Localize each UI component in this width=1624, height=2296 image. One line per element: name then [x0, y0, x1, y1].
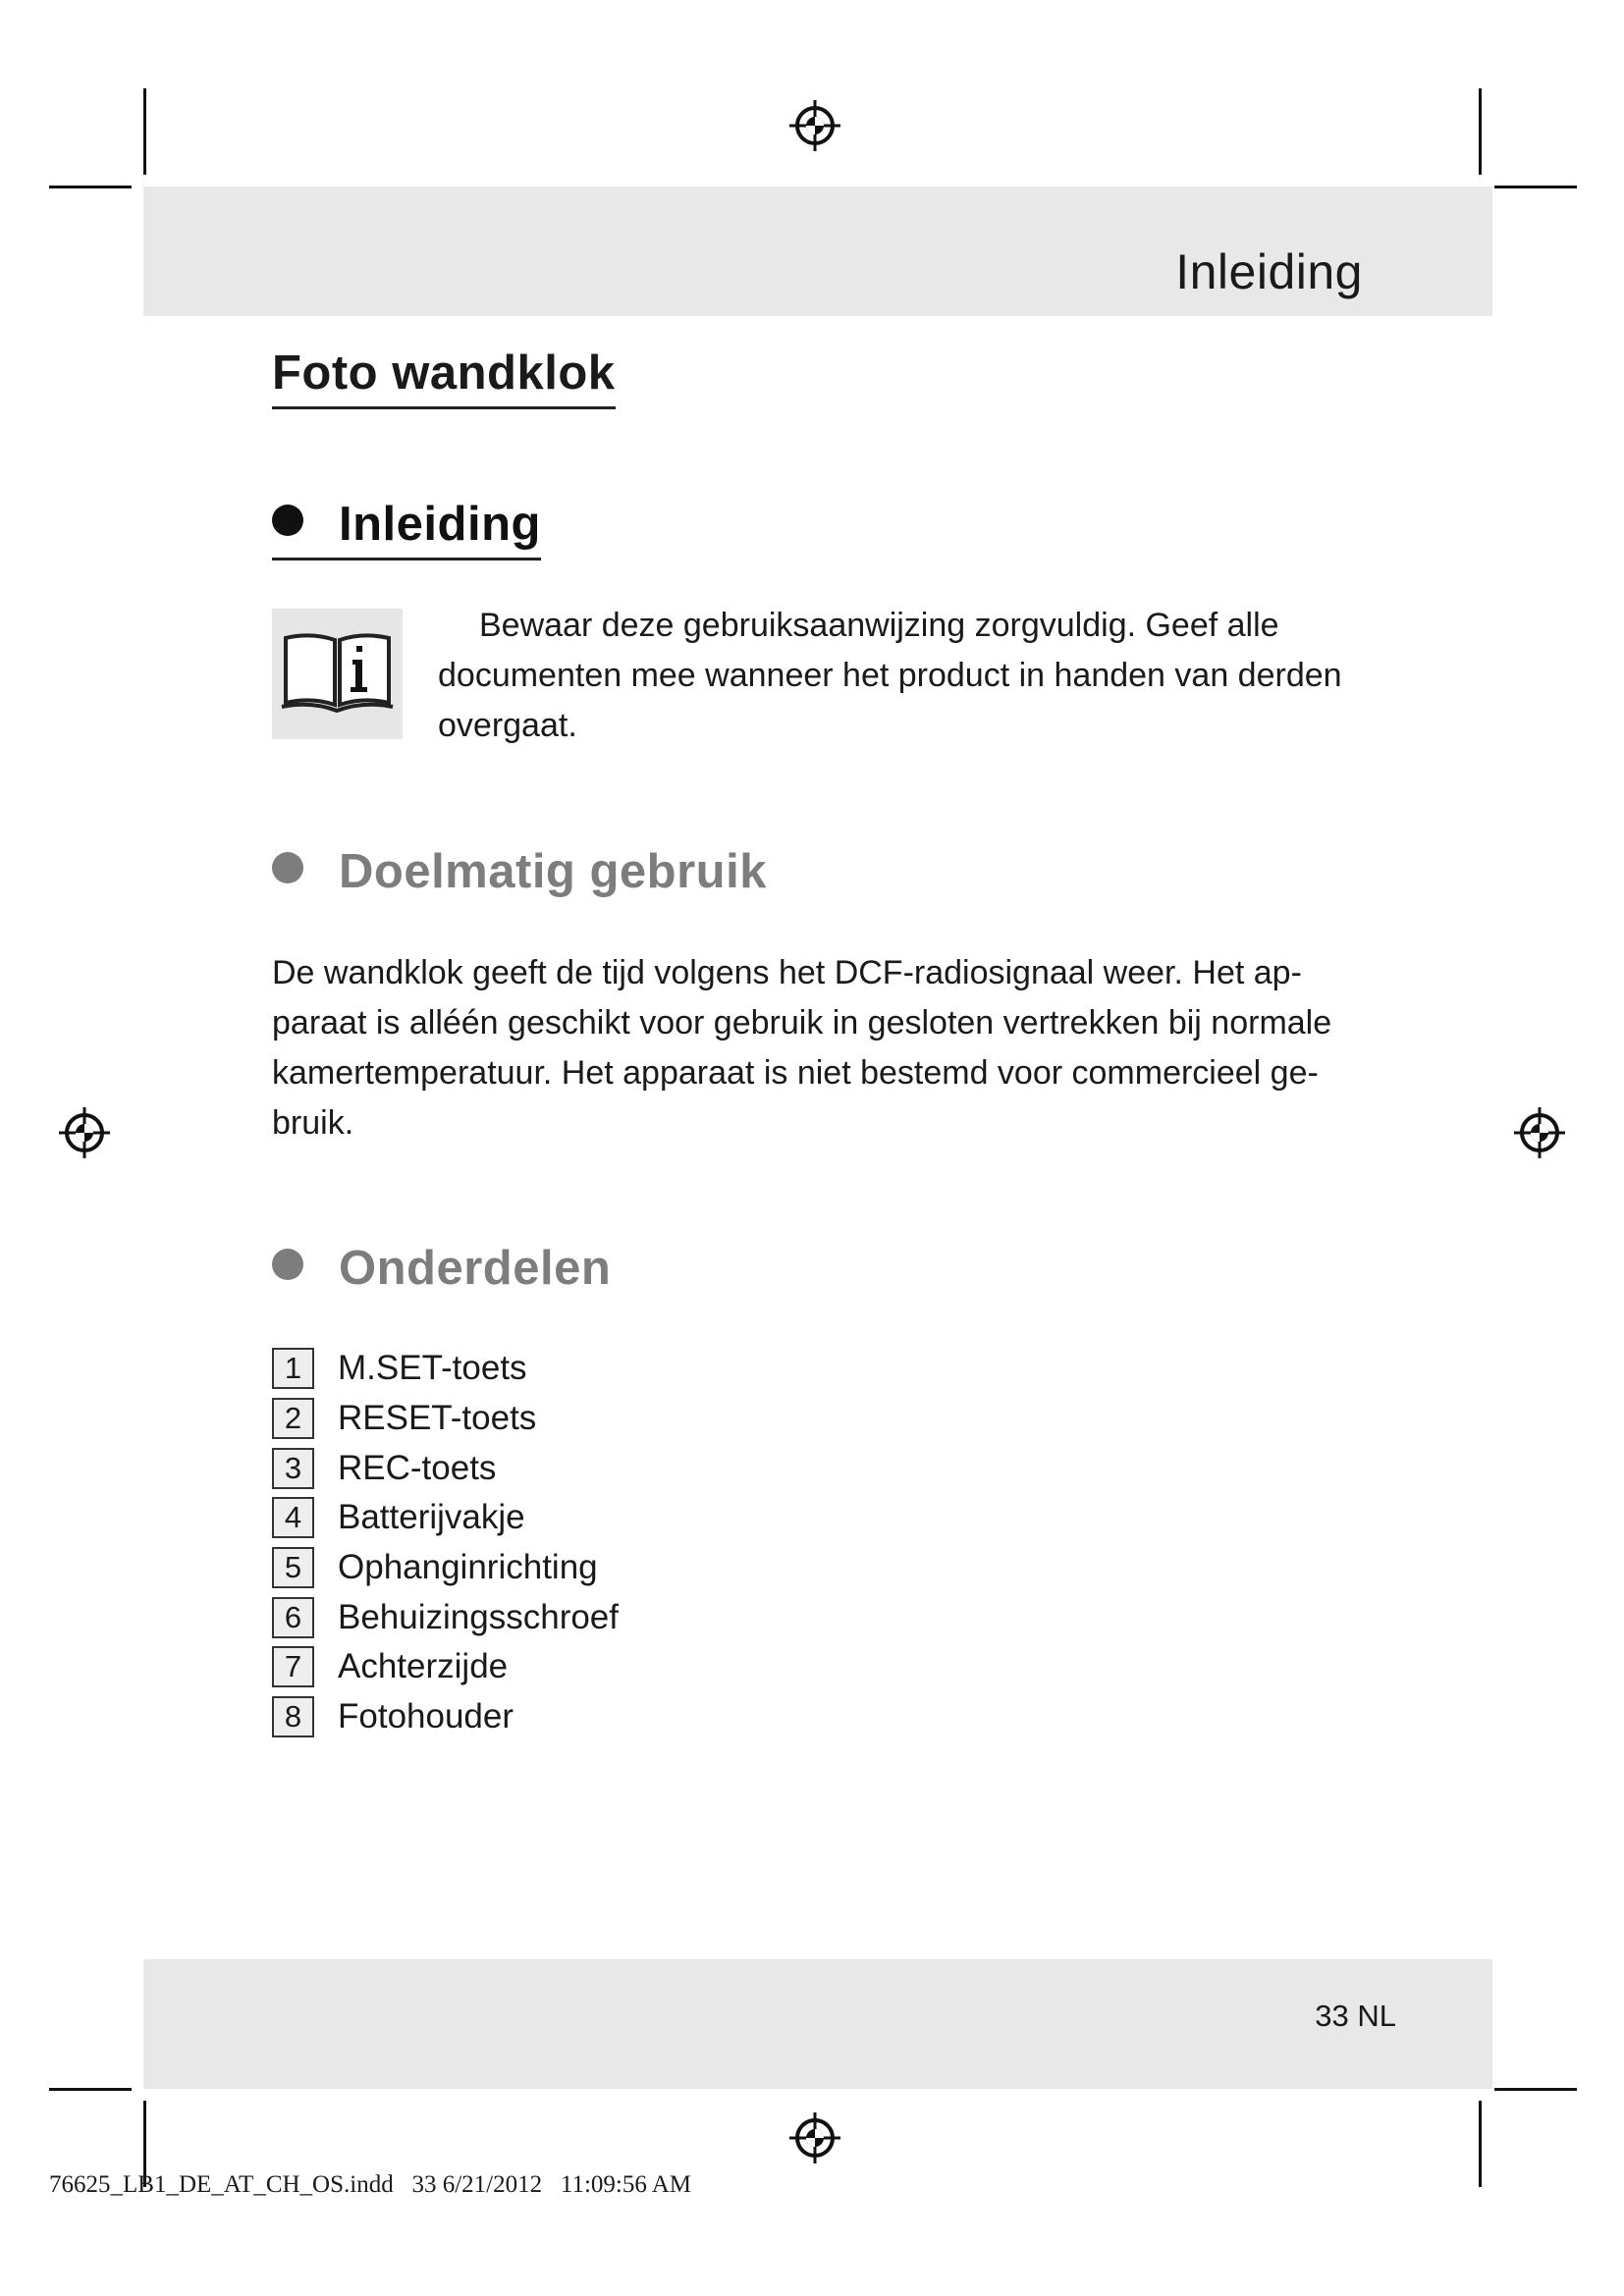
list-item	[272, 1344, 619, 1394]
running-header-title: Inleiding	[1175, 244, 1363, 299]
part-label: REC-toets	[338, 1448, 497, 1487]
bullet-icon	[272, 505, 303, 536]
part-number-box: 7	[272, 1646, 314, 1687]
part-label: Fotohouder	[338, 1697, 514, 1736]
list-item	[272, 1443, 619, 1493]
paragraph-line: De wandklok geeft de tijd volgens het DCF-radiosignaal weer. Het ap-	[272, 954, 1302, 991]
part-number-box: 5	[272, 1547, 314, 1588]
part-label: RESET-toets	[338, 1399, 537, 1438]
part-number-box: 6	[272, 1597, 314, 1638]
part-label: Ophanginrichting	[338, 1548, 598, 1587]
bullet-icon	[272, 1249, 303, 1280]
info-book-icon	[272, 609, 403, 739]
header-band	[143, 187, 1492, 316]
parts-list	[272, 1344, 619, 1742]
section-heading-text: Inleiding	[339, 498, 541, 551]
list-item	[272, 1592, 619, 1642]
registration-mark-icon	[1510, 1103, 1569, 1162]
paragraph-line: paraat is alléén geschikt voor gebruik in gesloten vertrekken bij normale	[272, 1004, 1332, 1041]
crop-mark	[1479, 2101, 1482, 2187]
part-number-box: 2	[272, 1398, 314, 1439]
section-heading-doelmatig-gebruik	[272, 844, 767, 905]
document-title: Foto wandklok	[272, 346, 616, 409]
crop-mark	[1479, 88, 1482, 175]
registration-mark-icon	[785, 2109, 844, 2167]
section-heading-text: Onderdelen	[339, 1242, 612, 1295]
paragraph-line: kamertemperatuur. Het apparaat is niet bestemd voor commercieel ge-	[272, 1054, 1319, 1092]
part-label: Achterzijde	[338, 1647, 509, 1686]
crop-mark	[1494, 186, 1577, 188]
footer-band	[143, 1959, 1492, 2089]
list-item	[272, 1642, 619, 1692]
slug-time: 11:09:56 AM	[560, 2171, 691, 2198]
slug-line	[49, 2171, 691, 2199]
part-number-box: 1	[272, 1348, 314, 1389]
intended-use-paragraph	[272, 948, 1372, 1148]
part-number-box: 4	[272, 1497, 314, 1538]
bullet-icon	[272, 852, 303, 883]
registration-mark-icon	[55, 1103, 114, 1162]
slug-file: 76625_LB1_DE_AT_CH_OS.indd	[49, 2171, 394, 2198]
list-item	[272, 1692, 619, 1742]
paragraph-line: bruik.	[272, 1104, 354, 1142]
part-label: Behuizingsschroef	[338, 1597, 619, 1636]
crop-mark	[143, 88, 146, 175]
part-number-box: 8	[272, 1696, 314, 1737]
registration-mark-icon	[785, 96, 844, 155]
section-heading-text: Doelmatig gebruik	[339, 845, 767, 898]
crop-mark	[49, 2088, 132, 2091]
info-paragraph-text: Bewaar deze gebruiksaanwijzing zorgvuldig. Geef alle documenten mee wanneer het product in handen van derden overgaat.	[438, 607, 1342, 744]
list-item	[272, 1493, 619, 1543]
section-heading-inleiding	[272, 497, 541, 561]
part-label: M.SET-toets	[338, 1349, 527, 1388]
list-item	[272, 1394, 619, 1444]
slug-page: 33	[411, 2171, 437, 2198]
info-paragraph	[438, 601, 1371, 751]
part-number-box: 3	[272, 1448, 314, 1489]
slug-date: 6/21/2012	[442, 2171, 543, 2198]
list-item	[272, 1543, 619, 1593]
crop-mark	[49, 186, 132, 188]
crop-mark	[1494, 2088, 1577, 2091]
page-number: 33 NL	[1315, 1999, 1396, 2033]
section-heading-onderdelen	[272, 1241, 611, 1302]
part-label: Batterijvakje	[338, 1498, 525, 1537]
